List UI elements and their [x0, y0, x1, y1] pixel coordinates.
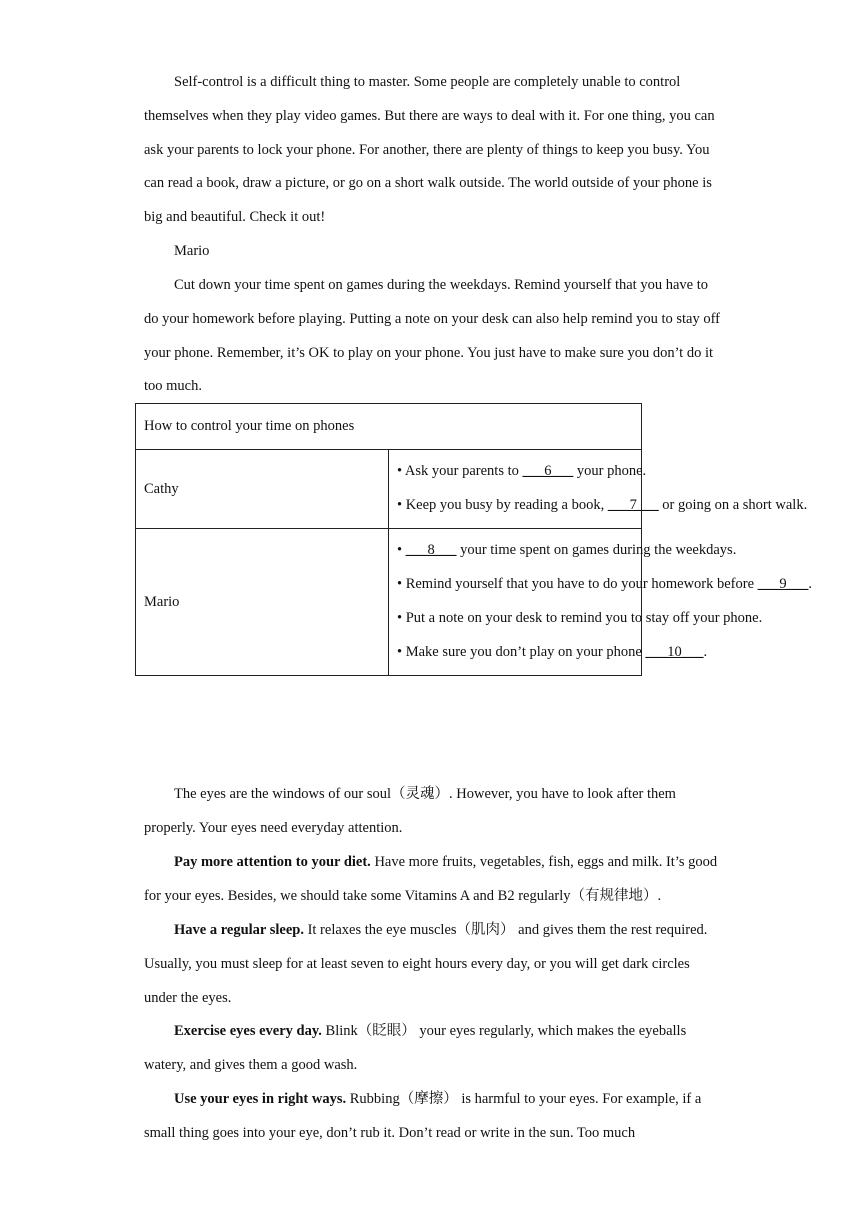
tip-heading: Exercise eyes every day.: [174, 1023, 322, 1039]
list-item: • Keep you busy by reading a book, ___7___ or going on a short walk.: [397, 497, 808, 513]
answer-blank: ___9___: [757, 576, 809, 593]
sleep-tip-paragraph: Have a regular sleep. It relaxes the eye muscles（肌肉） and gives them the rest required. Usually, you must sleep for at least seven to eight hours every day, or you will get dark circles under the eyes.: [144, 922, 708, 1006]
table-title: How to control your time on phones: [136, 404, 642, 450]
answer-blank: ___7___: [607, 497, 659, 513]
eyes-intro-paragraph: The eyes are the windows of our soul（灵魂）. However, you have to look after them properly. Your eyes need everyday attention.: [144, 786, 676, 836]
use-eyes-tip-paragraph: Use your eyes in right ways. Rubbing（摩擦） is harmful to your eyes. For example, if a small thing goes into your eye, don’t rub it. Don’t read or write in the sun. Too much: [144, 1091, 702, 1141]
row-name: Cathy: [136, 450, 389, 529]
mario-name: Mario: [174, 243, 210, 259]
row-items: [389, 450, 808, 529]
diet-tip-paragraph: Pay more attention to your diet. Have more fruits, vegetables, fish, eggs and milk. It’s good for your eyes. Besides, we should take some Vitamins A and B2 regularly（有规律地）.: [144, 854, 718, 904]
list-item: • Make sure you don’t play on your phone ___10___.: [397, 643, 708, 660]
row-name: Mario: [136, 529, 389, 676]
mario-paragraph: Cut down your time spent on games during the weekdays. Remind yourself that you have to do your homework before playing. Putting a note on your desk can also help remind you to stay off your phone. Remember, it’s OK to play on your phone. You just have to make sure you don’t do it too much.: [144, 277, 720, 395]
tip-heading: Pay more attention to your diet.: [174, 854, 371, 870]
answer-blank: ___8___: [405, 542, 457, 559]
exercise-tip-paragraph: Exercise eyes every day. Blink（眨眼） your eyes regularly, which makes the eyeballs watery, and gives them a good wash.: [144, 1023, 687, 1073]
table-header-row: [136, 404, 642, 450]
cathy-paragraph: Self-control is a difficult thing to master. Some people are completely unable to control themselves when they play video games. But there are ways to deal with it. For one thing, you can ask your parents to lock your phone. For another, there are plenty of things to keep you busy. You can read a book, draw a picture, or go on a short walk outside. The world outside of your phone is big and beautiful. Check it out!: [144, 74, 715, 226]
table-row: [136, 529, 642, 676]
list-item: • Ask your parents to ___6___ your phone.: [397, 463, 647, 480]
answer-blank: ___6___: [522, 463, 574, 480]
table-row: [136, 450, 642, 529]
row-items: [389, 529, 813, 676]
answer-blank: ___10___: [645, 643, 704, 660]
list-item: • Remind yourself that you have to do your homework before ___9___.: [397, 576, 813, 593]
list-item: • ___8___ your time spent on games during the weekdays.: [397, 542, 737, 559]
summary-table: [135, 403, 813, 676]
tip-heading: Have a regular sleep.: [174, 922, 304, 938]
tip-heading: Use your eyes in right ways.: [174, 1091, 347, 1107]
list-item: • Put a note on your desk to remind you to stay off your phone.: [397, 610, 763, 626]
